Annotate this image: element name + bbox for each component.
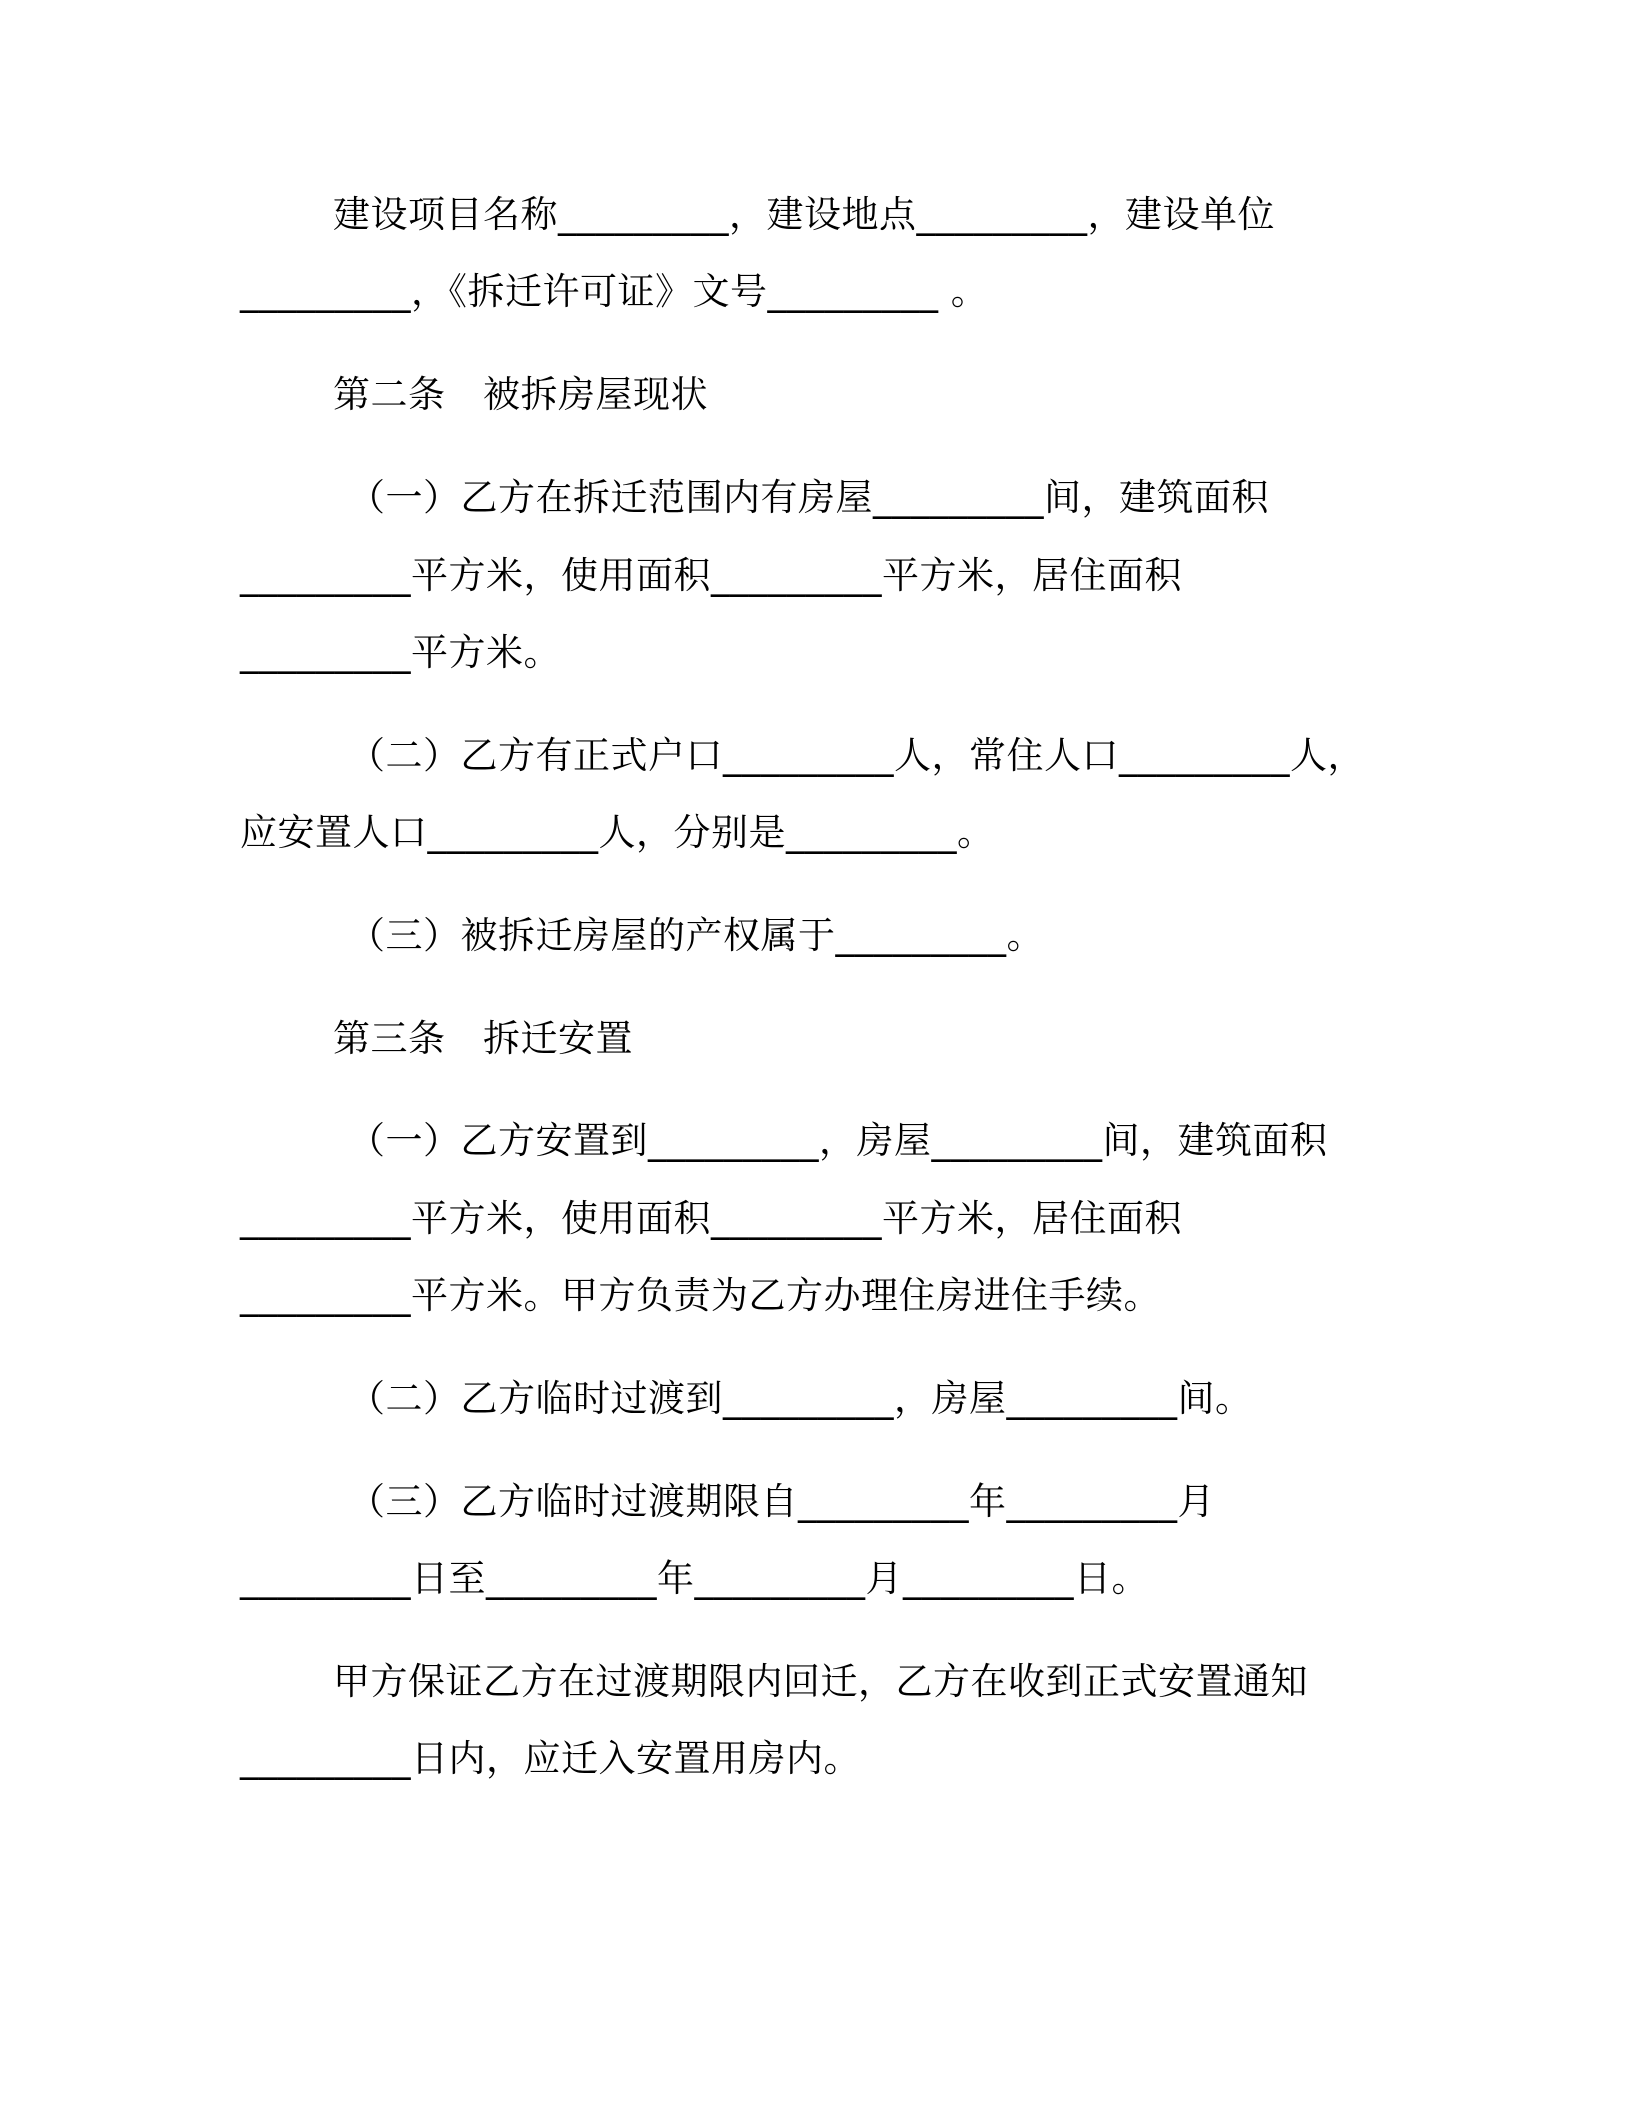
- paragraph-2-1-cont: _________平方米，使用面积_________平方米，居住面积: [240, 554, 1182, 597]
- paragraph-2-2: （二）乙方有正式户口_________人，常住人口_________人，: [348, 734, 1365, 777]
- paragraph-3-1-end: _________平方米。甲方负责为乙方办理住房进住手续。: [240, 1274, 1161, 1317]
- heading-article-3: 第三条 拆迁安置: [333, 1017, 633, 1060]
- paragraph-2-2-cont: 应安置人口_________人，分别是_________。: [240, 811, 995, 854]
- paragraph-2-1: （一）乙方在拆迁范围内有房屋_________间，建筑面积: [348, 476, 1269, 519]
- paragraph-project-info: 建设项目名称_________，建设地点_________，建设单位: [333, 193, 1275, 236]
- paragraph-3-3-cont: _________日至_________年_________月_________日。: [240, 1557, 1149, 1600]
- paragraph-return-guarantee-cont: _________日内，应迁入安置用房内。: [240, 1737, 861, 1780]
- heading-article-2: 第二条 被拆房屋现状: [333, 373, 708, 416]
- paragraph-return-guarantee: 甲方保证乙方在过渡期限内回迁，乙方在收到正式安置通知: [333, 1660, 1308, 1703]
- paragraph-3-1: （一）乙方安置到_________，房屋_________间，建筑面积: [348, 1119, 1328, 1162]
- paragraph-3-2: （二）乙方临时过渡到_________，房屋_________间。: [348, 1377, 1253, 1420]
- paragraph-3-3: （三）乙方临时过渡期限自_________年_________月: [348, 1480, 1215, 1523]
- paragraph-3-1-cont: _________平方米，使用面积_________平方米，居住面积: [240, 1197, 1182, 1240]
- paragraph-project-info-cont: _________，《拆迁许可证》文号_________ 。: [240, 270, 989, 313]
- paragraph-2-1-end: _________平方米。: [240, 631, 561, 674]
- paragraph-2-3: （三）被拆迁房屋的产权属于_________。: [348, 914, 1044, 957]
